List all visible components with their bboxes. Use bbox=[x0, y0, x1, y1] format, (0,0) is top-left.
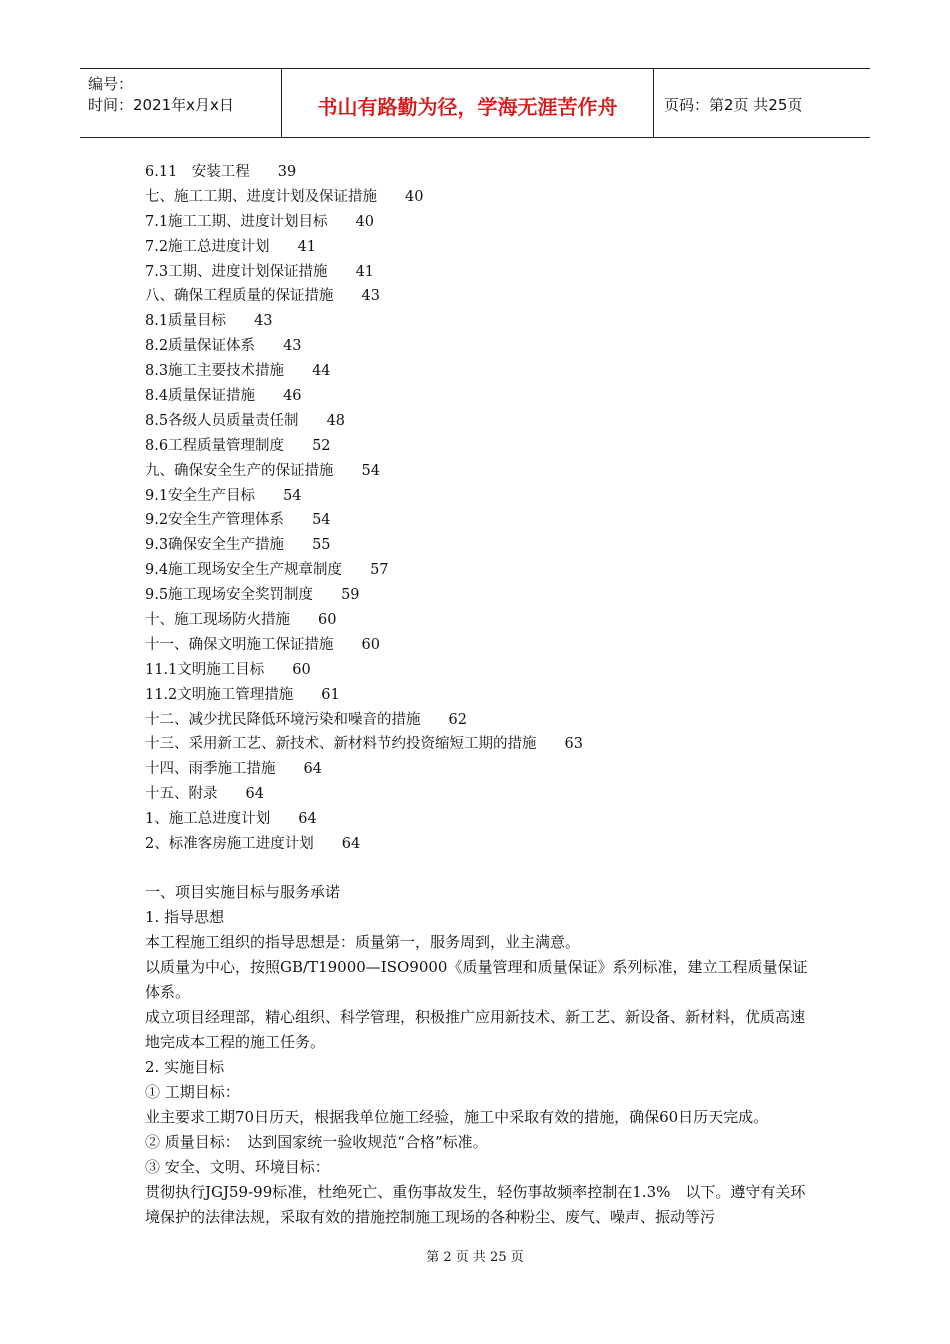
toc-entry-page: 43 bbox=[283, 338, 302, 355]
toc-entry-page: 54 bbox=[312, 512, 331, 529]
document-body bbox=[145, 880, 810, 1230]
toc-entry-title: 6.11 安装工程 bbox=[145, 164, 250, 180]
toc-entry bbox=[145, 434, 583, 459]
toc-entry-title: 8.1质量目标 bbox=[145, 313, 227, 330]
toc-entry-page: 57 bbox=[370, 562, 389, 579]
toc-entry-page: 61 bbox=[321, 686, 340, 703]
toc-entry-page: 64 bbox=[303, 761, 322, 778]
toc-entry-title: 8.5各级人员质量责任制 bbox=[145, 412, 299, 429]
toc-entry-title: 9.4施工现场安全生产规章制度 bbox=[145, 562, 343, 579]
toc-entry-page: 41 bbox=[297, 238, 317, 255]
toc-entry bbox=[145, 459, 583, 484]
toc-entry-title: 9.3确保安全生产措施 bbox=[145, 537, 285, 554]
toc-entry-page: 54 bbox=[283, 487, 302, 504]
header-page-info: 页码：第2页 共25页 bbox=[664, 96, 803, 114]
section-heading: 一、项目实施目标与服务承诺 bbox=[145, 883, 341, 901]
toc-entry bbox=[145, 683, 583, 708]
toc-entry bbox=[145, 708, 583, 733]
toc-entry bbox=[145, 832, 583, 857]
toc-entry bbox=[145, 384, 583, 409]
toc-entry-title: 十、施工现场防火措施 bbox=[145, 612, 290, 629]
paragraph: 本工程施工组织的指导思想是：质量第一，服务周到，业主满意。 bbox=[145, 933, 581, 951]
toc-entry bbox=[145, 260, 583, 285]
toc-entry bbox=[145, 508, 583, 533]
toc-entry bbox=[145, 658, 583, 683]
toc-entry-page: 41 bbox=[355, 263, 375, 280]
header-meta-cell bbox=[80, 69, 282, 137]
toc-entry-page: 54 bbox=[361, 462, 380, 479]
header-page-cell bbox=[654, 69, 870, 137]
toc-entry-page: 62 bbox=[448, 711, 467, 728]
toc-entry bbox=[145, 533, 583, 558]
header-motto-cell bbox=[282, 69, 654, 137]
document-number-label: 编号： bbox=[88, 75, 134, 93]
toc-entry-page: 64 bbox=[341, 836, 361, 853]
toc-entry-title: 8.2质量保证体系 bbox=[145, 338, 256, 355]
paragraph: 业主要求工期70日历天，根据我单位施工经验，施工中采取有效的措施，确保60日历天完成。 bbox=[145, 1108, 769, 1126]
toc-entry-page: 64 bbox=[298, 811, 317, 828]
toc-entry-title: 九、确保安全生产的保证措施 bbox=[145, 462, 334, 479]
toc-entry bbox=[145, 484, 583, 509]
toc-entry-title: 1、施工总进度计划 bbox=[145, 811, 271, 828]
toc-entry-page: 52 bbox=[312, 437, 331, 454]
paragraph: 贯彻执行JGJ59-99标准，杜绝死亡、重伤事故发生，轻伤事故频率控制在1.3% 以下。遵守有关环境保护的法律法规，采取有效的措施控制施工现场的各种粉尘、废气、噪声、振动等污 bbox=[145, 1183, 806, 1226]
subheading-guiding-ideology: 1. 指导思想 bbox=[145, 908, 225, 926]
paragraph: 成立项目经理部，精心组织、科学管理，积极推广应用新技术、新工艺、新设备、新材料，优质高速地完成本工程的施工任务。 bbox=[145, 1008, 806, 1051]
goal-schedule: ① 工期目标： bbox=[145, 1083, 240, 1101]
toc-entry-page: 60 bbox=[318, 612, 337, 629]
toc-entry bbox=[145, 732, 583, 757]
toc-entry-page: 63 bbox=[564, 736, 583, 753]
toc-entry bbox=[145, 309, 583, 334]
toc-entry bbox=[145, 185, 583, 210]
toc-entry bbox=[145, 235, 583, 260]
toc-entry-page: 46 bbox=[283, 388, 302, 405]
toc-entry-title: 7.3工期、进度计划保证措施 bbox=[145, 263, 328, 280]
toc-entry-title: 11.1文明施工目标 bbox=[145, 661, 265, 678]
toc-entry-title: 2、标准客房施工进度计划 bbox=[145, 836, 314, 853]
toc-entry-page: 43 bbox=[361, 288, 380, 305]
toc-entry-title: 8.3施工主要技术措施 bbox=[145, 363, 285, 380]
page-header bbox=[80, 68, 870, 138]
toc-entry-title: 十一、确保文明施工保证措施 bbox=[145, 636, 334, 653]
paragraph: 以质量为中心，按照GB/T19000—ISO9000《质量管理和质量保证》系列标准，建立工程质量保证体系。 bbox=[145, 958, 808, 1001]
subheading-implementation-goals: 2. 实施目标 bbox=[145, 1058, 225, 1076]
page-footer: 第 2 页 共 25 页 bbox=[426, 1250, 524, 1265]
goal-quality: ② 质量目标： 达到国家统一验收规范“合格”标准。 bbox=[145, 1133, 488, 1151]
toc-entry-page: 55 bbox=[312, 537, 331, 554]
toc-entry-title: 7.1施工工期、进度计划目标 bbox=[145, 213, 328, 230]
toc-entry-page: 40 bbox=[405, 188, 424, 205]
toc-entry-title: 9.2安全生产管理体系 bbox=[145, 512, 285, 529]
document-date: 时间：2021年x月x日 bbox=[88, 96, 234, 114]
toc-entry-page: 60 bbox=[361, 636, 380, 653]
toc-entry-page: 64 bbox=[245, 786, 264, 803]
toc-entry-title: 8.4质量保证措施 bbox=[145, 388, 256, 405]
toc-entry-title: 9.5施工现场安全奖罚制度 bbox=[145, 587, 314, 604]
toc-entry bbox=[145, 757, 583, 782]
toc-entry bbox=[145, 334, 583, 359]
toc-entry bbox=[145, 359, 583, 384]
toc-entry-title: 十三、采用新工艺、新技术、新材料节约投资缩短工期的措施 bbox=[145, 736, 537, 753]
toc-entry-title: 十五、附录 bbox=[145, 786, 218, 803]
toc-entry bbox=[145, 160, 583, 185]
header-motto: 书山有路勤为径，学海无涯苦作舟 bbox=[317, 95, 618, 119]
toc-entry bbox=[145, 608, 583, 633]
toc-entry-page: 39 bbox=[277, 164, 297, 180]
toc-entry-title: 十四、雨季施工措施 bbox=[145, 761, 276, 778]
toc-entry-page: 60 bbox=[292, 661, 311, 678]
toc-entry bbox=[145, 210, 583, 235]
toc-entry bbox=[145, 409, 583, 434]
toc-entry-title: 11.2文明施工管理措施 bbox=[145, 686, 294, 703]
toc-entry bbox=[145, 782, 583, 807]
toc-entry bbox=[145, 284, 583, 309]
table-of-contents bbox=[145, 160, 583, 857]
toc-entry-page: 40 bbox=[355, 213, 375, 230]
toc-entry-page: 48 bbox=[326, 412, 346, 429]
toc-entry bbox=[145, 583, 583, 608]
toc-entry bbox=[145, 558, 583, 583]
toc-entry-page: 44 bbox=[312, 363, 331, 380]
goal-safety: ③ 安全、文明、环境目标： bbox=[145, 1158, 330, 1176]
toc-entry-title: 十二、减少扰民降低环境污染和噪音的措施 bbox=[145, 711, 421, 728]
toc-entry-page: 43 bbox=[254, 313, 273, 330]
toc-entry-title: 8.6工程质量管理制度 bbox=[145, 437, 285, 454]
toc-entry-title: 9.1安全生产目标 bbox=[145, 487, 256, 504]
toc-entry-title: 八、确保工程质量的保证措施 bbox=[145, 288, 334, 305]
toc-entry bbox=[145, 807, 583, 832]
toc-entry-page: 59 bbox=[341, 587, 360, 604]
toc-entry-title: 7.2施工总进度计划 bbox=[145, 238, 270, 255]
toc-entry bbox=[145, 633, 583, 658]
toc-entry-title: 七、施工工期、进度计划及保证措施 bbox=[145, 188, 377, 205]
